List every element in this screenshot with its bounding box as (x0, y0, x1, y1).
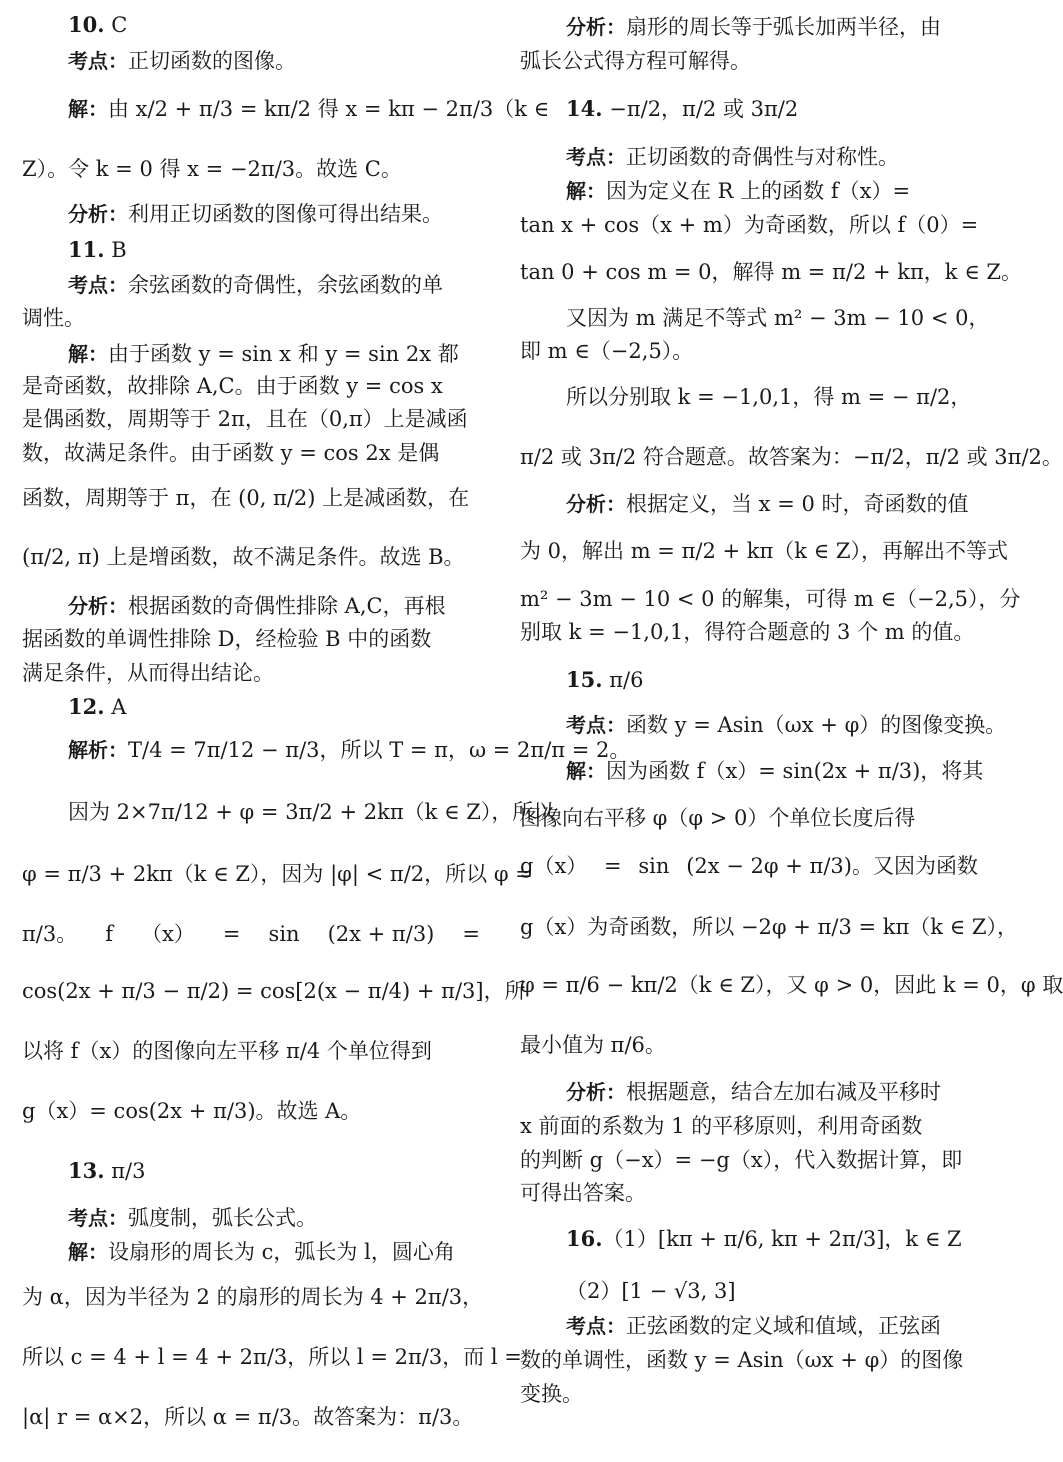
left-text-line: (π/2, π) 上是增函数，故不满足条件。故选 B。 (22, 545, 465, 569)
right-text-line: 所以分别取 k = −1,0,1，得 m = − π/2， (566, 385, 972, 409)
left-text-line: 考点：正切函数的图像。 (68, 49, 296, 73)
left-text-line: 数，故满足条件。由于函数 y = cos 2x 是偶 (22, 441, 440, 465)
left-text-line: 13. π/3 (68, 1158, 146, 1183)
left-text-line: 以将 f（x）的图像向左平移 π/4 个单位得到 (22, 1039, 432, 1063)
right-text-line: 即 m ∈（−2,5）。 (520, 339, 694, 363)
left-text-line: g（x）= cos(2x + π/3)。故选 A。 (22, 1099, 362, 1123)
right-text-line: tan 0 + cos m = 0，解得 m = π/2 + kπ，k ∈ Z。 (520, 260, 1023, 284)
right-text-line: 别取 k = −1,0,1，得符合题意的 3 个 m 的值。 (520, 620, 975, 644)
left-text-line: 分析：根据函数的奇偶性排除 A,C，再根 (68, 594, 446, 618)
right-text-line: 图像向右平移 φ（φ > 0）个单位长度后得 (520, 806, 916, 830)
left-text-line: 因为 2×7π/12 + φ = 3π/2 + 2kπ（k ∈ Z），所以 (68, 800, 555, 824)
left-text-line: π/3。 f （x） = sin (2x + π/3) = (22, 922, 480, 946)
left-text-line: 满足条件，从而得出结论。 (22, 661, 274, 685)
left-text-line: 11. B (68, 237, 127, 262)
left-text-line: 为 α，因为半径为 2 的扇形的周长为 4 + 2π/3， (22, 1285, 484, 1309)
left-text-line: 10. C (68, 12, 128, 37)
right-text-line: （2）[1 − √3, 3] (566, 1279, 736, 1303)
right-text-line: φ = π/6 − kπ/2（k ∈ Z），又 φ > 0，因此 k = 0，φ 取 (520, 973, 1063, 997)
right-text-line: g（x） = sin (2x − 2φ + π/3)。又因为函数 (520, 854, 978, 878)
left-text-line: 函数，周期等于 π，在 (0, π/2) 上是减函数，在 (22, 486, 470, 510)
right-text-line: 14. −π/2，π/2 或 3π/2 (566, 96, 799, 121)
left-text-line: |α| r = α×2，所以 α = π/3。故答案为：π/3。 (22, 1405, 474, 1429)
right-text-line: 16.（1）[kπ + π/6, kπ + 2π/3]，k ∈ Z (566, 1226, 962, 1251)
right-text-line: 的判断 g（−x）= −g（x），代入数据计算，即 (520, 1148, 963, 1172)
left-text-line: 是奇函数，故排除 A,C。由于函数 y = cos x (22, 374, 443, 398)
left-text-line: 考点：弧度制，弧长公式。 (68, 1206, 317, 1230)
right-text-line: 考点：正弦函数的定义域和值域，正弦函 (566, 1314, 941, 1338)
right-text-line: 变换。 (520, 1382, 583, 1406)
right-text-line: 考点：函数 y = Asin（ωx + φ）的图像变换。 (566, 713, 1007, 737)
left-text-line: 调性。 (22, 306, 85, 330)
right-text-line: 分析：扇形的周长等于弧长加两半径，由 (566, 15, 941, 39)
right-text-line: 分析：根据题意，结合左加右减及平移时 (566, 1080, 941, 1104)
right-text-line: 为 0，解出 m = π/2 + kπ（k ∈ Z），再解出不等式 (520, 539, 1008, 563)
left-text-line: 解析：T/4 = 7π/12 − π/3，所以 T = π，ω = 2π/π = 2。 (68, 738, 631, 762)
right-text-line: g（x）为奇函数，所以 −2φ + π/3 = kπ（k ∈ Z）， (520, 915, 1018, 939)
right-text-line: m² − 3m − 10 < 0 的解集，可得 m ∈（−2,5），分 (520, 587, 1021, 611)
right-text-line: 数的单调性，函数 y = Asin（ωx + φ）的图像 (520, 1348, 964, 1372)
right-text-line: 最小值为 π/6。 (520, 1033, 666, 1057)
left-text-line: 是偶函数，周期等于 2π，且在（0,π）上是减函 (22, 407, 468, 431)
left-text-line: 考点：余弦函数的奇偶性，余弦函数的单 (68, 273, 443, 297)
left-text-line: 所以 c = 4 + l = 4 + 2π/3，所以 l = 2π/3，而 l = (22, 1345, 522, 1369)
right-text-line: 可得出答案。 (520, 1181, 646, 1205)
left-text-line: 分析：利用正切函数的图像可得出结果。 (68, 202, 443, 226)
left-text-line: 解：由于函数 y = sin x 和 y = sin 2x 都 (68, 342, 459, 366)
left-text-line: 解：由 x/2 + π/3 = kπ/2 得 x = kπ − 2π/3（k ∈ (68, 97, 550, 121)
left-text-line: cos(2x + π/3 − π/2) = cos[2(x − π/4) + π/3]，所 (22, 979, 526, 1003)
right-text-line: 弧长公式得方程可解得。 (520, 49, 751, 73)
right-text-line: 15. π/6 (566, 667, 644, 692)
right-text-line: x 前面的系数为 1 的平移原则，利用奇函数 (520, 1114, 923, 1138)
right-text-line: 解：因为定义在 R 上的函数 f（x）= (566, 179, 911, 203)
left-text-line: 解：设扇形的周长为 c，弧长为 l，圆心角 (68, 1240, 455, 1264)
right-text-line: π/2 或 3π/2 符合题意。故答案为：−π/2，π/2 或 3π/2。 (520, 445, 1063, 469)
right-text-line: 又因为 m 满足不等式 m² − 3m − 10 < 0， (566, 306, 990, 330)
left-text-line: Z）。令 k = 0 得 x = −2π/3。故选 C。 (22, 157, 402, 181)
right-text-line: 分析：根据定义，当 x = 0 时，奇函数的值 (566, 492, 969, 516)
right-text-line: 解：因为函数 f（x）= sin(2x + π/3)，将其 (566, 759, 984, 783)
left-text-line: 12. A (68, 694, 127, 719)
right-text-line: tan x + cos（x + m）为奇函数，所以 f（0）= (520, 213, 979, 237)
left-text-line: φ = π/3 + 2kπ（k ∈ Z），因为 |φ| < π/2，所以 φ = (22, 862, 533, 886)
right-text-line: 考点：正切函数的奇偶性与对称性。 (566, 145, 899, 169)
left-text-line: 据函数的单调性排除 D，经检验 B 中的函数 (22, 627, 432, 651)
